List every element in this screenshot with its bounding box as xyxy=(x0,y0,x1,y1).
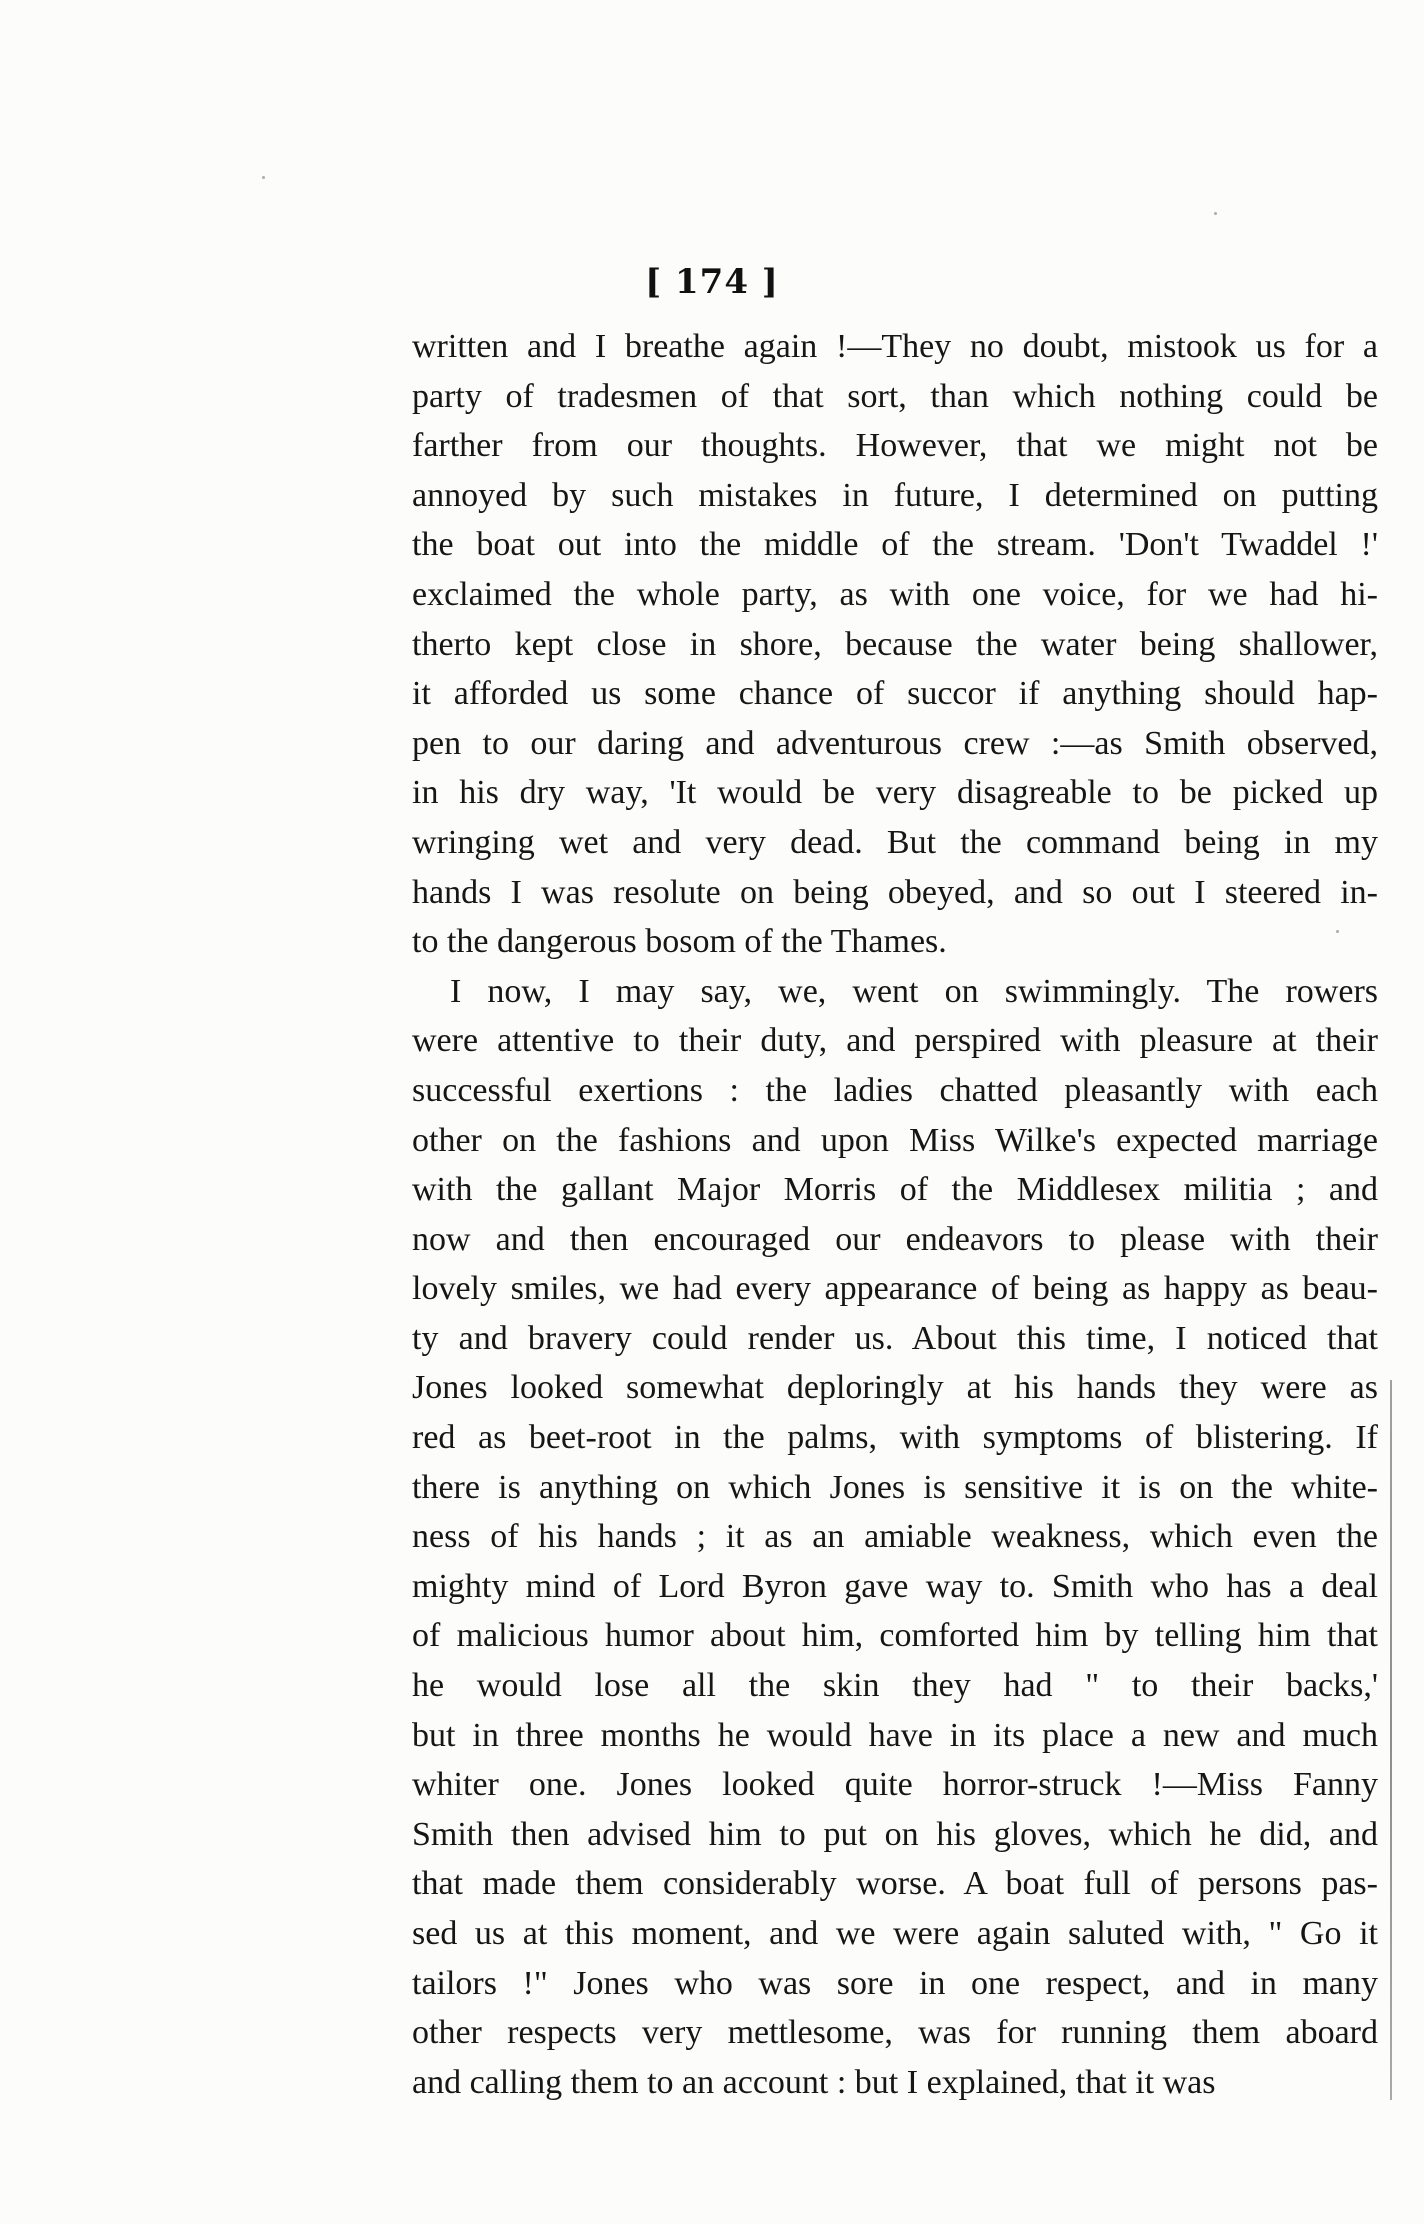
text-line: but in three months he would have in its place a new and much xyxy=(412,1716,1378,1754)
text-line: party of tradesmen of that sort, than which nothing could be xyxy=(412,377,1378,415)
text-line: of malicious humor about him, comforted him by telling him that xyxy=(412,1617,1378,1655)
text-line: in his dry way, 'It would be very disagreable to be picked up xyxy=(412,774,1378,812)
text-line: other respects very mettlesome, was for running them aboard xyxy=(412,2014,1378,2052)
text-line: lovely smiles, we had every appearance of being as happy as beau- xyxy=(412,1270,1378,1308)
text-line: to the dangerous bosom of the Thames. xyxy=(412,923,947,961)
text-line: Jones looked somewhat deploringly at his hands they were as xyxy=(412,1369,1378,1407)
text-line: Smith then advised him to put on his gloves, which he did, and xyxy=(412,1815,1378,1853)
page-number: [ 174 ] xyxy=(645,262,779,302)
text-line: annoyed by such mistakes in future, I determined on putting xyxy=(412,476,1378,514)
text-line: were attentive to their duty, and perspired with pleasure at their xyxy=(412,1022,1378,1060)
text-line: that made them considerably worse. A boat full of persons pas- xyxy=(412,1865,1378,1903)
text-line: there is anything on which Jones is sensitive it is on the white- xyxy=(412,1468,1378,1506)
text-line: hands I was resolute on being obeyed, and so out I steered in- xyxy=(412,873,1378,911)
text-line: tailors !" Jones who was sore in one respect, and in many xyxy=(412,1964,1378,2002)
text-line: successful exertions : the ladies chatted pleasantly with each xyxy=(412,1071,1378,1109)
text-line: he would lose all the skin they had " to their backs,' xyxy=(412,1667,1378,1705)
text-line: whiter one. Jones looked quite horror-struck !—Miss Fanny xyxy=(412,1766,1378,1804)
text-line: now and then encouraged our endeavors to please with their xyxy=(412,1220,1378,1258)
paper-speck xyxy=(1214,212,1217,215)
text-line: and calling them to an account : but I explained, that it was xyxy=(412,2063,1216,2101)
text-line: I now, I may say, we, went on swimmingly. The rowers xyxy=(450,972,1378,1010)
text-line: ty and bravery could render us. About this time, I noticed that xyxy=(412,1319,1378,1357)
text-line: other on the fashions and upon Miss Wilke's expected marriage xyxy=(412,1121,1378,1159)
paper-speck xyxy=(1336,930,1339,933)
text-line: farther from our thoughts. However, that we might not be xyxy=(412,427,1378,465)
text-line: the boat out into the middle of the stream. 'Don't Twaddel !' xyxy=(412,526,1378,564)
paper-speck xyxy=(262,176,265,179)
text-line: pen to our daring and adventurous crew :—as Smith observed, xyxy=(412,724,1378,762)
body-text xyxy=(412,322,1378,2107)
text-line: written and I breathe again !—They no doubt, mistook us for a xyxy=(412,328,1378,365)
text-line: mighty mind of Lord Byron gave way to. Smith who has a deal xyxy=(412,1567,1378,1605)
text-line: red as beet-root in the palms, with symptoms of blistering. If xyxy=(412,1419,1378,1457)
text-line: exclaimed the whole party, as with one voice, for we had hi- xyxy=(412,575,1378,613)
text-line: therto kept close in shore, because the water being shallower, xyxy=(412,625,1378,663)
text-line: ness of his hands ; it as an amiable weakness, which even the xyxy=(412,1518,1378,1556)
text-line: it afforded us some chance of succor if anything should hap- xyxy=(412,675,1378,713)
margin-rule xyxy=(1390,1380,1392,2100)
text-line: with the gallant Major Morris of the Middlesex militia ; and xyxy=(412,1171,1378,1209)
text-line: wringing wet and very dead. But the command being in my xyxy=(412,823,1378,861)
text-line: sed us at this moment, and we were again saluted with, " Go it xyxy=(412,1915,1378,1952)
